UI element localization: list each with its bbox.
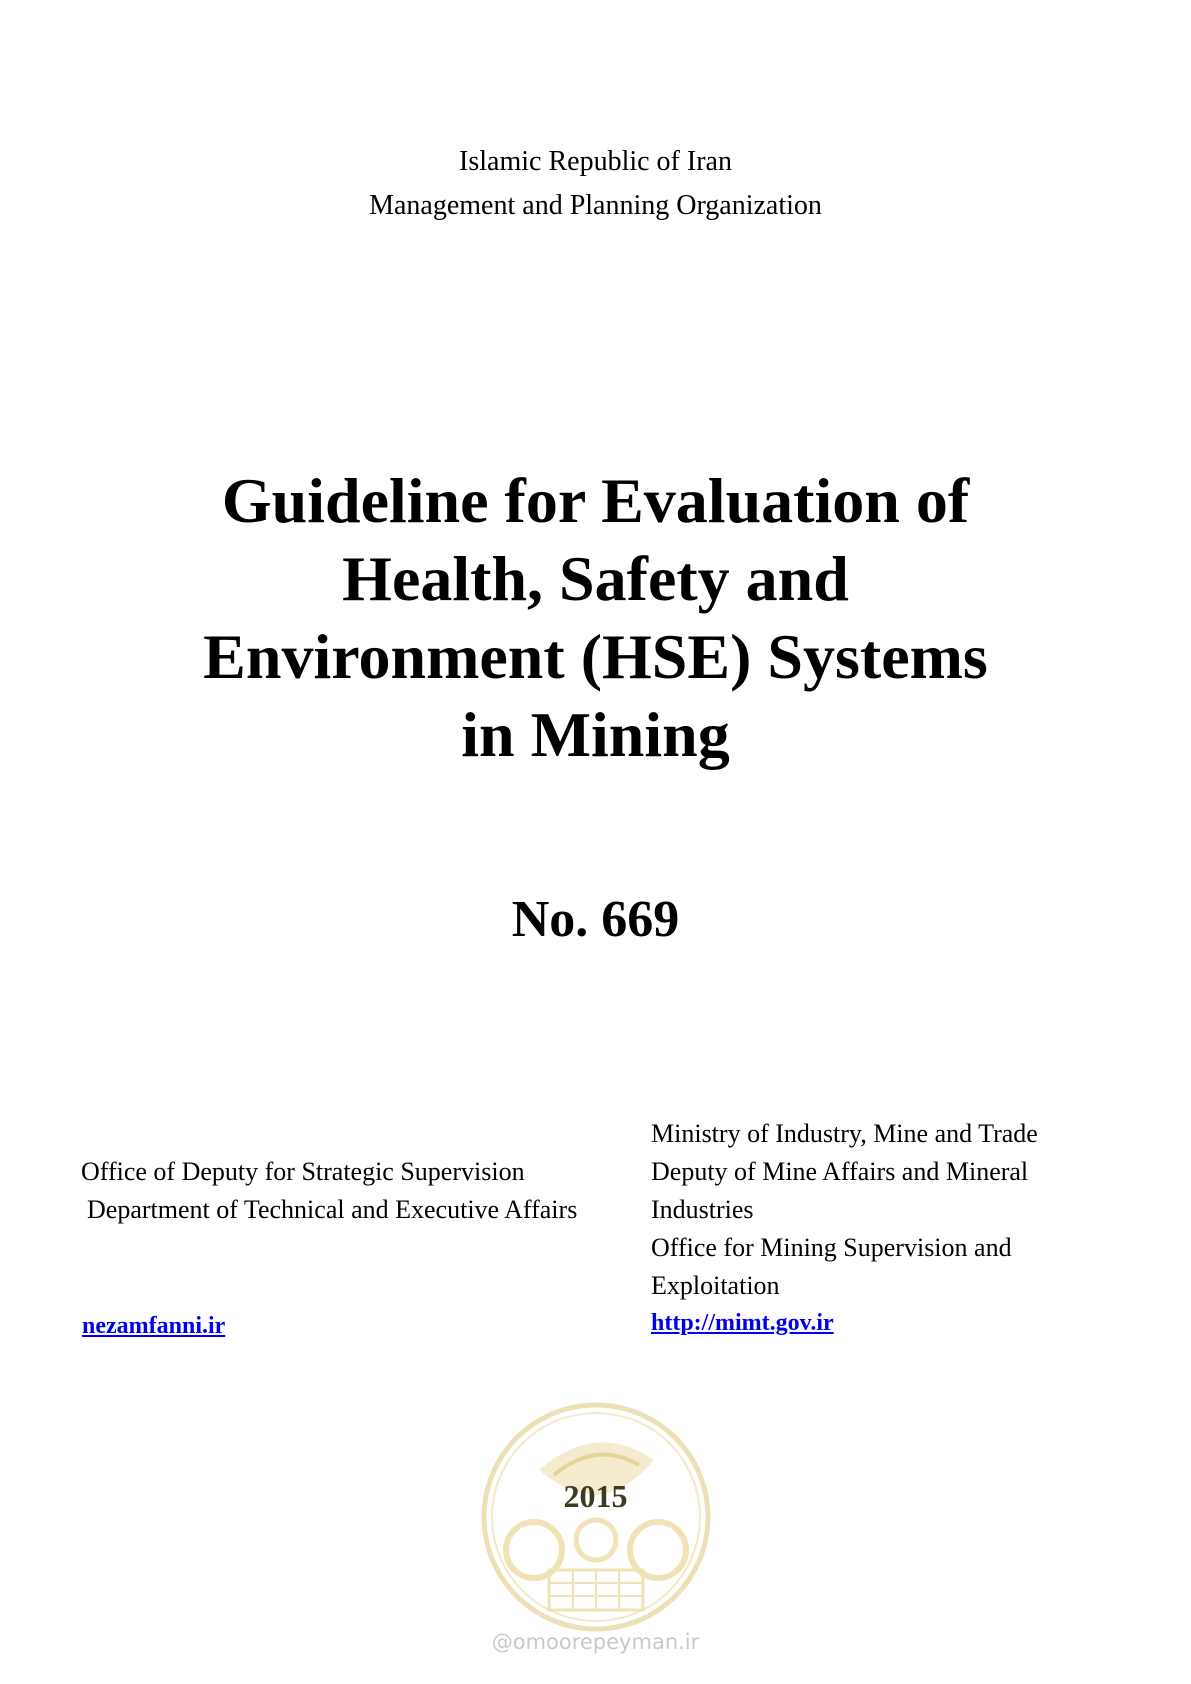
right-ministry: Ministry of Industry, Mine and Trade bbox=[651, 1119, 1038, 1148]
watermark-url-text: omoorepeyman.ir bbox=[512, 1630, 700, 1654]
title-line-1: Guideline for Evaluation of bbox=[221, 465, 970, 536]
title-line-2: Health, Safety and bbox=[342, 543, 849, 614]
watermark-url bbox=[0, 1630, 1191, 1654]
mimt-link[interactable]: http://mimt.gov.ir bbox=[651, 1310, 834, 1336]
right-deputy-cont: Industries bbox=[651, 1195, 754, 1224]
left-publisher-block bbox=[81, 1153, 641, 1229]
publication-year: 2015 bbox=[563, 1478, 628, 1514]
right-publisher-block bbox=[651, 1115, 1091, 1305]
left-office: Office of Deputy for Strategic Supervision bbox=[81, 1157, 525, 1186]
left-department: Department of Technical and Executive Affairs bbox=[87, 1195, 578, 1224]
title-line-3: Environment (HSE) Systems bbox=[203, 621, 988, 692]
at-icon: @ bbox=[491, 1630, 513, 1654]
document-title bbox=[100, 462, 1091, 774]
document-number: No. 669 bbox=[511, 891, 680, 948]
issuer-country: Islamic Republic of Iran bbox=[459, 146, 732, 177]
right-deputy: Deputy of Mine Affairs and Mineral bbox=[651, 1157, 1029, 1186]
issuer-header bbox=[0, 140, 1191, 228]
nezamfanni-link[interactable]: nezamfanni.ir bbox=[82, 1313, 226, 1339]
right-office-cont: Exploitation bbox=[651, 1271, 780, 1300]
omoorepeyman-seal-icon bbox=[479, 1400, 713, 1634]
right-office: Office for Mining Supervision and bbox=[651, 1233, 1012, 1262]
issuer-organization: Management and Planning Organization bbox=[369, 190, 822, 221]
title-line-4: in Mining bbox=[461, 699, 730, 770]
